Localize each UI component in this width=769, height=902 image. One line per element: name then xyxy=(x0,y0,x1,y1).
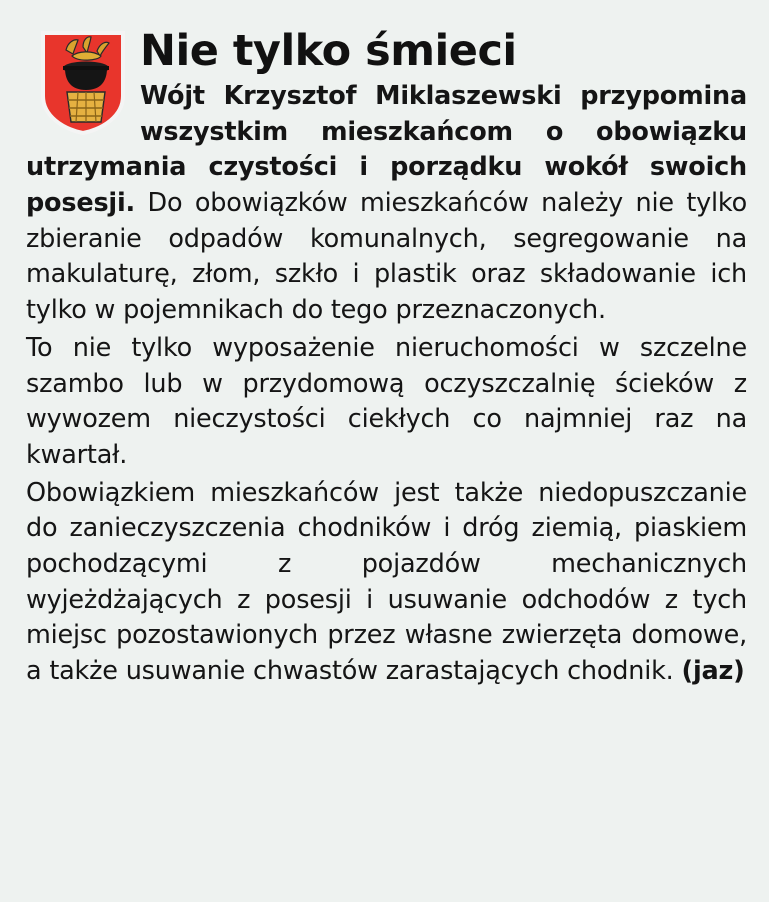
lead-rest-text: Do obowiązków mieszkańców należy nie tylko zbieranie odpadów komunalnych, segregowanie na makulaturę, złom, szkło i plastik oraz składowanie ich tylko w pojemnikach do tego przeznaczonych. xyxy=(26,188,747,326)
author-signature: (jaz) xyxy=(681,656,745,686)
paragraph-third xyxy=(26,476,747,690)
paragraph-second: To nie tylko wyposażenie nieruchomości w szczelne szambo lub w przydomową oczyszczalnię ścieków z wywozem nieczystości ciekłych co najmniej raz na kwartał. xyxy=(26,332,747,470)
paragraph-lead xyxy=(26,79,747,329)
article-body xyxy=(26,79,747,690)
lead-bold-text: Wójt Krzysztof Miklaszewski przypomina wszystkim mieszkańcom o obowiązku utrzymania czystości i porządku wokół swoich posesji. xyxy=(26,81,747,219)
paragraph-third-text: Obowiązkiem mieszkańców jest także niedopuszczanie do zanieczyszczenia chodników i dróg ziemią, piaskiem pochodzącymi z pojazdów mechanicznych wyjeżdżających z posesji i usuwanie odchodów z tych miejsc pozostawionych przez własne zwierzęta domowe, a także usuwanie chwastów zarastających chodnik. xyxy=(26,477,747,686)
coat-of-arms-icon xyxy=(40,30,126,136)
page-title: Nie tylko śmieci xyxy=(140,26,517,76)
